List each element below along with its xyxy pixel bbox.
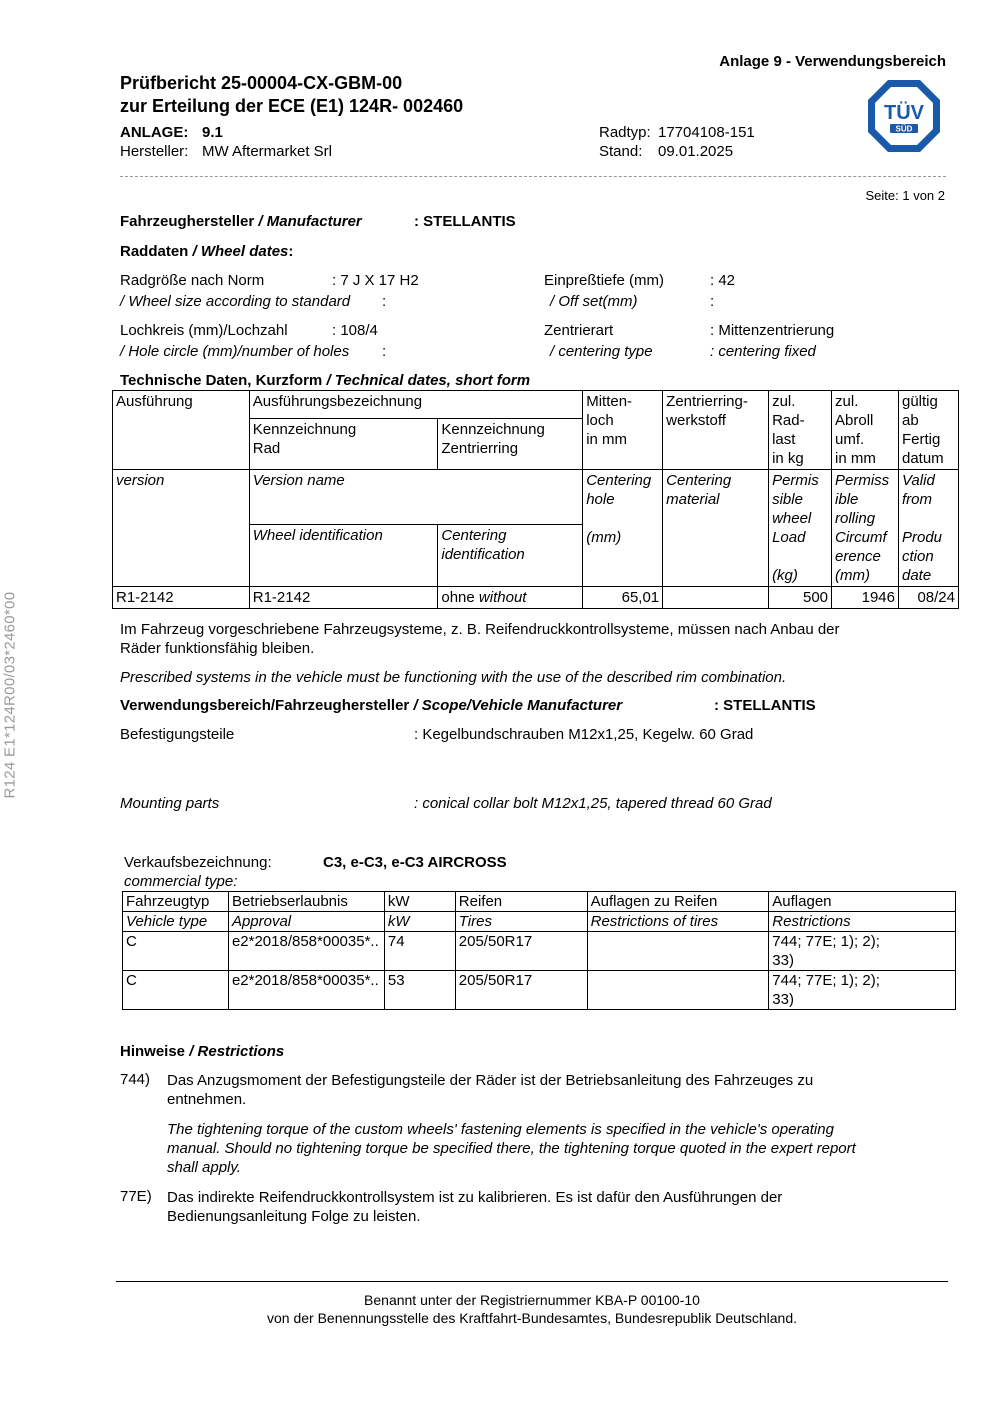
logo-text-main: TÜV (884, 102, 924, 124)
stand-value: 09.01.2025 (658, 143, 734, 160)
centering-en: / centering type (550, 343, 653, 360)
h-bezeichnung: Ausführungsbezeichnung (249, 391, 582, 419)
scope-label-en: / Scope/Vehicle Manufacturer (413, 697, 623, 714)
radtyp-value: 17704108-151 (658, 124, 755, 141)
hersteller-key: Hersteller: (120, 143, 189, 160)
e-centering-material: Centering material (663, 470, 769, 587)
sales-label-en: commercial type: (124, 873, 238, 890)
manufacturer-value: : STELLANTIS (414, 213, 516, 230)
restrictions-title-de: Hinweise (120, 1043, 186, 1060)
wheel-size-value: : 7 J X 17 H2 (332, 272, 419, 289)
vh-approval-en: Approval (228, 912, 384, 932)
scope-label-de: Verwendungsbereich/Fahrzeughersteller (120, 697, 410, 714)
tuv-sud-logo (866, 78, 942, 154)
manufacturer-label-de: Fahrzeughersteller (120, 213, 255, 230)
cell-zentrierring: ohne without (438, 587, 583, 609)
hersteller-value: MW Aftermarket Srl (202, 143, 333, 160)
h-gueltig: gültig ab Fertig datum (898, 391, 958, 470)
wheel-title-colon: : (288, 243, 294, 260)
e-version: version (113, 470, 250, 587)
vh-type-en: Vehicle type (123, 912, 229, 932)
wheel-title-en: / Wheel dates (192, 243, 289, 260)
footer-line-1: Benannt unter der Registriernummer KBA-P 00100-10 (364, 1292, 700, 1308)
vh-kw-en: kW (384, 912, 455, 932)
e-centering-hole: Centering hole (mm) (583, 470, 663, 587)
wheel-size-en: / Wheel size according to standard (120, 293, 351, 310)
wheel-size-de: Radgröße nach Norm (120, 272, 265, 289)
h-mittenloch: Mitten- loch in mm (583, 391, 663, 470)
r744-text-en: The tightening torque of the custom wheels' fastening elements is specified in the vehicle's operating manual. Should no tightening torque be specified there, the tightening torque quoted in the expert report shall apply. (167, 1121, 856, 1176)
vh-tires: Reifen (455, 892, 587, 912)
vh-tires-en: Tires (455, 912, 587, 932)
h-kenn-rad: Kennzeichnung Rad (249, 418, 438, 469)
vh-type: Fahrzeugtyp (123, 892, 229, 912)
scope-label (120, 697, 622, 714)
mounting-en-value: : conical collar bolt M12x1,25, tapered thread 60 Grad (414, 795, 772, 812)
r77e-text-de: Das indirekte Reifendruckkontrollsystem ist zu kalibrieren. Es ist dafür den Ausführungen der Bedienungsanleitung Folge zu leisten. (167, 1189, 783, 1225)
tech-table (112, 390, 959, 609)
table-row (113, 587, 959, 609)
logo-text-sub: SÜD (895, 124, 913, 134)
tech-title-en: / Technical dates, short form (326, 372, 531, 389)
page-number: Seite: 1 von 2 (865, 188, 945, 203)
footer-line-2: von der Benennungsstelle des Kraftfahrt-Bundesamtes, Bundesrepublik Deutschland. (267, 1310, 797, 1326)
sales-value: C3, e-C3, e-C3 AIRCROSS (323, 854, 507, 871)
cell-ausfuehrung: R1-2142 (113, 587, 250, 609)
cell-restrictions: 744; 77E; 1); 2); 33) (769, 932, 956, 971)
hole-circle-value: : 108/4 (332, 322, 378, 339)
h-ausfuehrung: Ausführung (113, 391, 250, 470)
anlage-key: ANLAGE: (120, 124, 189, 141)
cell-vehicle-type: C (123, 932, 229, 971)
manufacturer-label-en: / Manufacturer (258, 213, 362, 230)
r744-text-de: Das Anzugsmoment der Befestigungsteile der Räder ist der Betriebsanleitung des Fahrzeuges zu entnehmen. (167, 1072, 814, 1108)
cell-approval: e2*2018/858*00035*.. (228, 932, 384, 971)
e-centering-identification: Centering identification (438, 525, 583, 587)
r77e-code: 77E) (120, 1188, 152, 1205)
cell-tire-restrictions (587, 971, 769, 1010)
h-werkstoff: Zentrierring- werkstoff (663, 391, 769, 470)
cell-datum: 08/24 (898, 587, 958, 609)
offset-en: / Off set(mm) (550, 293, 638, 310)
stand-key: Stand: (599, 143, 643, 160)
report-subtitle: zur Erteilung der ECE (E1) 124R- 002460 (120, 96, 464, 116)
e-version-name: Version name (249, 470, 582, 525)
cell-approval: e2*2018/858*00035*.. (228, 971, 384, 1010)
vehicle-table (122, 891, 956, 1010)
hole-circle-en: / Hole circle (mm)/number of holes (120, 343, 350, 360)
offset-value: : 42 (710, 272, 736, 289)
e-valid-from: Valid from Produ ction date (898, 470, 958, 587)
hole-circle-de: Lochkreis (mm)/Lochzahl (120, 322, 288, 339)
mounting-de: Befestigungsteile (120, 726, 235, 743)
restrictions-title-en: / Restrictions (189, 1043, 285, 1060)
e-rolling-circumference: Permiss ible rolling Circumf erence (mm) (832, 470, 899, 587)
h-kenn-zent: Kennzeichnung Zentrierring (438, 418, 583, 469)
mounting-de-value: : Kegelbundschrauben M12x1,25, Kegelw. 60 Grad (414, 726, 754, 743)
vh-tire-restr: Auflagen zu Reifen (587, 892, 769, 912)
cell-kw: 53 (384, 971, 455, 1010)
anlage-value: 9.1 (202, 124, 223, 141)
vh-restr: Auflagen (769, 892, 956, 912)
cell-werkstoff (663, 587, 769, 609)
vh-restr-en: Restrictions (769, 912, 956, 932)
cell-mittenloch: 65,01 (583, 587, 663, 609)
wheel-data-title (120, 243, 293, 260)
vh-approval: Betriebserlaubnis (228, 892, 384, 912)
vh-kw: kW (384, 892, 455, 912)
cell-radlast: 500 (769, 587, 832, 609)
systems-note-en: Prescribed systems in the vehicle must be functioning with the use of the described rim combination. (120, 669, 787, 686)
scope-value: : STELLANTIS (714, 697, 816, 714)
tech-title-de: Technische Daten, Kurzform (120, 372, 323, 389)
mounting-en: Mounting parts (120, 795, 220, 812)
manufacturer-line (120, 213, 362, 230)
cell-tires: 205/50R17 (455, 932, 587, 971)
offset-en-colon: : (710, 293, 715, 310)
table-row (123, 971, 956, 1010)
cell-tires: 205/50R17 (455, 971, 587, 1010)
hole-circle-en-colon: : (382, 343, 387, 360)
e-wheel-load: Permis sible wheel Load (kg) (769, 470, 832, 587)
header-divider (120, 176, 946, 177)
cell-kennzeichnung: R1-2142 (249, 587, 438, 609)
sales-label: Verkaufsbezeichnung: (124, 854, 272, 871)
cell-tire-restrictions (587, 932, 769, 971)
r744-code: 744) (120, 1071, 151, 1088)
cell-abrollumfang: 1946 (832, 587, 899, 609)
h-abrollumfang: zul. Abroll umf. in mm (832, 391, 899, 470)
centering-en-value: : centering fixed (710, 343, 816, 360)
vh-tire-restr-en: Restrictions of tires (587, 912, 769, 932)
systems-note-de: Im Fahrzeug vorgeschriebene Fahrzeugsysteme, z. B. Reifendruckkontrollsysteme, müssen nach Anbau der Räder funktionsfähig bleiben. (120, 621, 840, 657)
wheel-title-de: Raddaten (120, 243, 189, 260)
centering-value: : Mittenzentrierung (710, 322, 835, 339)
wheel-size-en-colon: : (382, 293, 387, 310)
table-row (123, 932, 956, 971)
tech-title (120, 372, 530, 389)
cell-vehicle-type: C (123, 971, 229, 1010)
footer (116, 1291, 948, 1327)
offset-de: Einpreßtiefe (mm) (544, 272, 665, 289)
e-wheel-identification: Wheel identification (249, 525, 438, 587)
report-title: Prüfbericht 25-00004-CX-GBM-00 (120, 73, 403, 93)
h-radlast: zul. Rad- last in kg (769, 391, 832, 470)
footer-divider (116, 1281, 948, 1282)
side-reference-text: R124 E1*124R00/03*2460*00 (1, 591, 19, 799)
tuv-octagon-icon (866, 78, 942, 154)
cell-kw: 74 (384, 932, 455, 971)
radtyp-key: Radtyp: (599, 124, 651, 141)
centering-de: Zentrierart (544, 322, 614, 339)
anlage-label: Anlage 9 - Verwendungsbereich (719, 53, 946, 70)
cell-restrictions: 744; 77E; 1); 2); 33) (769, 971, 956, 1010)
restrictions-title (120, 1043, 284, 1060)
